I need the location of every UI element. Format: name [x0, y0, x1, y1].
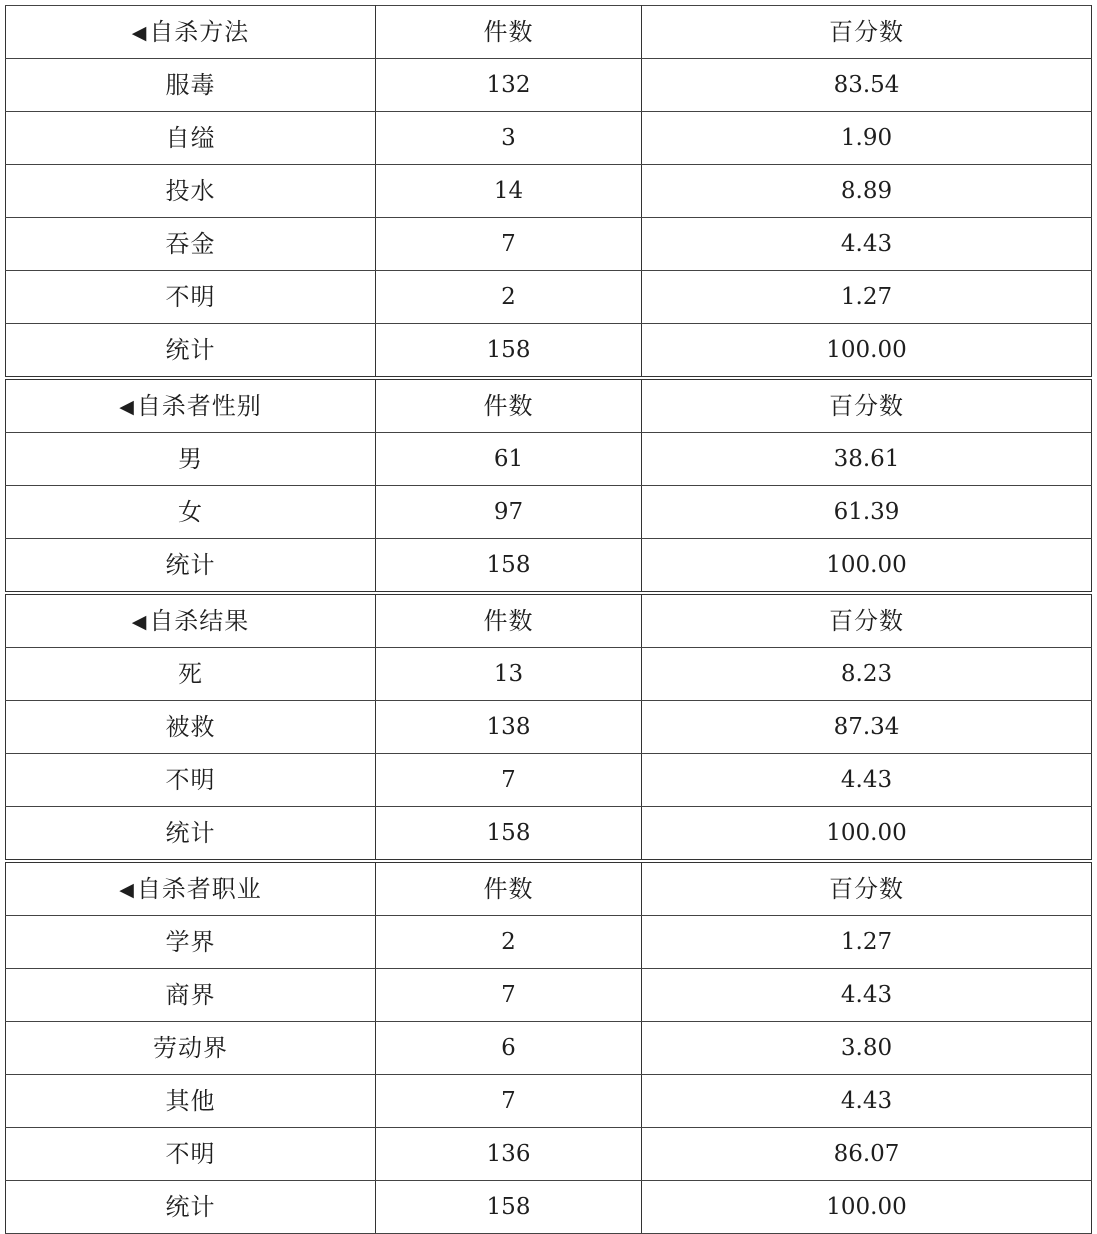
row-label: 不明	[6, 1128, 376, 1181]
row-label: 不明	[6, 754, 376, 807]
table-row	[6, 648, 1092, 701]
table-row	[6, 916, 1092, 969]
row-count: 2	[376, 271, 642, 324]
row-count: 13	[376, 648, 642, 701]
row-count: 136	[376, 1128, 642, 1181]
row-count: 132	[376, 59, 642, 112]
count-header: 件数	[376, 593, 642, 648]
row-label: 统计	[6, 539, 376, 594]
triangle-left-icon: ◀	[131, 611, 148, 633]
row-count: 7	[376, 754, 642, 807]
percent-header: 百分数	[642, 593, 1092, 648]
row-count: 158	[376, 807, 642, 862]
row-label: 女	[6, 486, 376, 539]
row-count: 97	[376, 486, 642, 539]
row-percent: 4.43	[642, 1075, 1092, 1128]
table-row	[6, 754, 1092, 807]
category-header: 自杀方法	[149, 18, 250, 46]
row-percent: 8.23	[642, 648, 1092, 701]
category-header-cell	[6, 378, 376, 433]
row-percent: 4.43	[642, 969, 1092, 1022]
suicide-statistics-table	[5, 5, 1092, 1234]
row-label: 不明	[6, 271, 376, 324]
row-count: 14	[376, 165, 642, 218]
row-percent: 87.34	[642, 701, 1092, 754]
percent-header: 百分数	[642, 6, 1092, 59]
section-header-gender	[6, 378, 1092, 433]
row-percent: 1.27	[642, 916, 1092, 969]
row-count: 158	[376, 539, 642, 594]
row-count: 158	[376, 1181, 642, 1234]
row-percent: 61.39	[642, 486, 1092, 539]
row-label: 吞金	[6, 218, 376, 271]
row-count: 6	[376, 1022, 642, 1075]
row-percent: 38.61	[642, 433, 1092, 486]
row-percent: 3.80	[642, 1022, 1092, 1075]
table-row-total	[6, 539, 1092, 594]
row-count: 138	[376, 701, 642, 754]
table-row	[6, 218, 1092, 271]
category-header: 自杀者性别	[136, 392, 262, 420]
row-percent: 100.00	[642, 807, 1092, 862]
row-percent: 1.90	[642, 112, 1092, 165]
row-percent: 83.54	[642, 59, 1092, 112]
table-row	[6, 486, 1092, 539]
row-label: 商界	[6, 969, 376, 1022]
count-header: 件数	[376, 6, 642, 59]
row-count: 7	[376, 969, 642, 1022]
table-row-total	[6, 324, 1092, 379]
table-row	[6, 112, 1092, 165]
row-count: 7	[376, 1075, 642, 1128]
triangle-left-icon: ◀	[131, 22, 148, 44]
table-row	[6, 1128, 1092, 1181]
row-count: 2	[376, 916, 642, 969]
category-header: 自杀者职业	[136, 875, 262, 903]
row-percent: 1.27	[642, 271, 1092, 324]
count-header: 件数	[376, 861, 642, 916]
row-label: 男	[6, 433, 376, 486]
row-label: 统计	[6, 1181, 376, 1234]
row-percent: 100.00	[642, 1181, 1092, 1234]
row-count: 7	[376, 218, 642, 271]
category-header-cell	[6, 6, 376, 59]
table-row	[6, 165, 1092, 218]
row-label: 统计	[6, 807, 376, 862]
category-header-cell	[6, 593, 376, 648]
table-row	[6, 1075, 1092, 1128]
row-label: 学界	[6, 916, 376, 969]
percent-header: 百分数	[642, 378, 1092, 433]
category-header: 自杀结果	[149, 607, 250, 635]
row-count: 158	[376, 324, 642, 379]
row-count: 3	[376, 112, 642, 165]
row-percent: 100.00	[642, 324, 1092, 379]
section-header-method	[6, 6, 1092, 59]
triangle-left-icon: ◀	[119, 879, 135, 901]
section-header-result	[6, 593, 1092, 648]
row-label: 劳动界	[6, 1022, 376, 1075]
table-row-total	[6, 1181, 1092, 1234]
row-label: 死	[6, 648, 376, 701]
row-percent: 4.43	[642, 218, 1092, 271]
row-label: 服毒	[6, 59, 376, 112]
table-row	[6, 59, 1092, 112]
table-row-total	[6, 807, 1092, 862]
row-percent: 8.89	[642, 165, 1092, 218]
table-row	[6, 271, 1092, 324]
row-percent: 4.43	[642, 754, 1092, 807]
table-row	[6, 701, 1092, 754]
table-row	[6, 433, 1092, 486]
row-count: 61	[376, 433, 642, 486]
table-row	[6, 1022, 1092, 1075]
row-label: 统计	[6, 324, 376, 379]
row-label: 其他	[6, 1075, 376, 1128]
category-header-cell	[6, 861, 376, 916]
row-percent: 100.00	[642, 539, 1092, 594]
row-label: 投水	[6, 165, 376, 218]
row-label: 被救	[6, 701, 376, 754]
row-label: 自缢	[6, 112, 376, 165]
count-header: 件数	[376, 378, 642, 433]
triangle-left-icon: ◀	[119, 396, 135, 418]
section-header-occupation	[6, 861, 1092, 916]
percent-header: 百分数	[642, 861, 1092, 916]
row-percent: 86.07	[642, 1128, 1092, 1181]
table-row	[6, 969, 1092, 1022]
